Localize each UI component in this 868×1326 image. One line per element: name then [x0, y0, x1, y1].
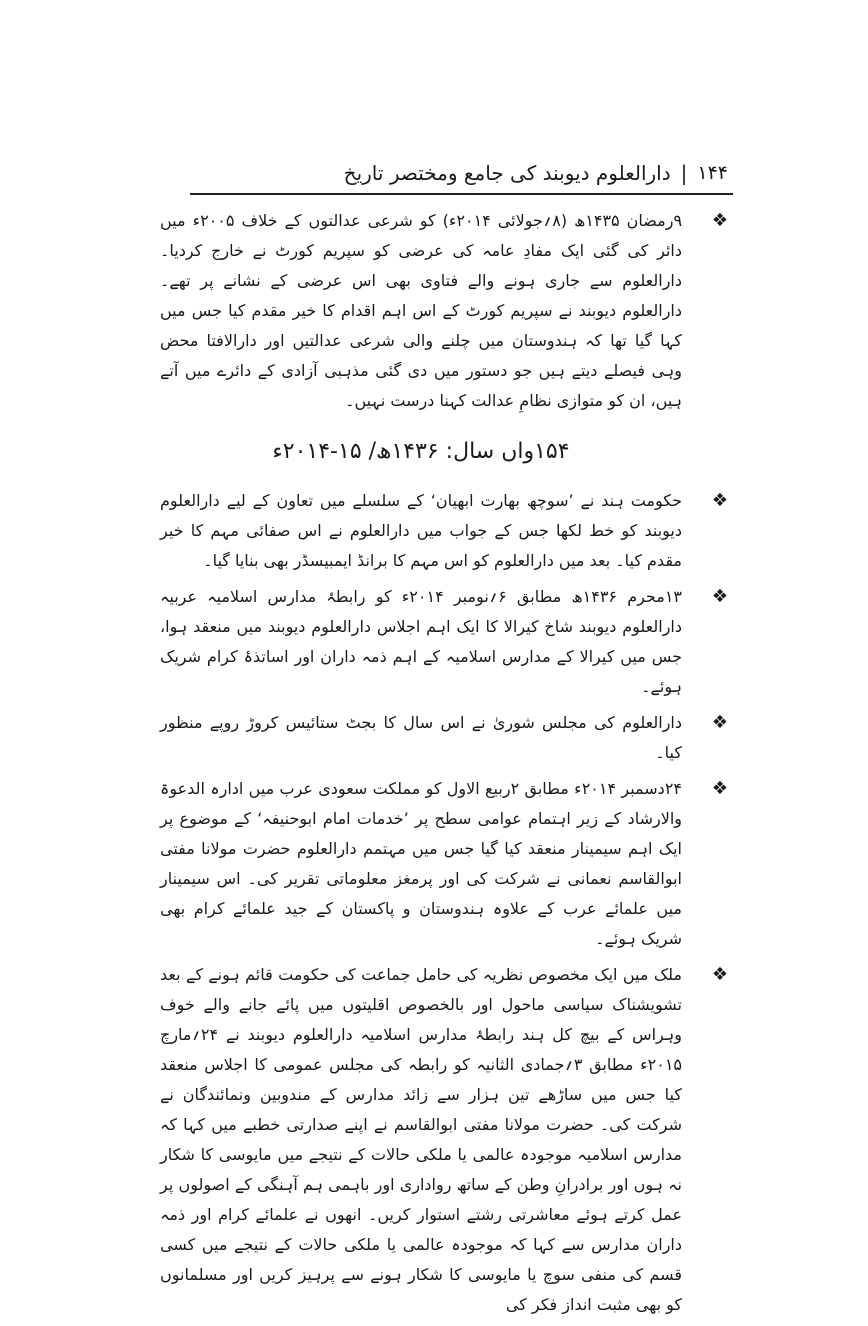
list-item: [160, 960, 729, 1320]
diamond-bullet-icon: ❖: [711, 586, 729, 607]
list-item: [160, 708, 729, 768]
header-separator: |: [680, 161, 688, 185]
list-item: [160, 582, 729, 702]
section-heading: ۱۵۴واں سال: ۱۴۳۶ھ/ ۱۵-۲۰۱۴ء: [272, 439, 570, 464]
list-item-text: حکومت ہند نے ’سوچھ بھارت ابھیان‘ کے سلسلے میں تعاون کے لیے دارالعلوم دیوبند کو خط لکھا جس کے جواب میں دارالعلوم نے اس صفائی مہم کا خیر مقدم کیا۔ بعد میں دارالعلوم کو اس مہم کا برانڈ ایمبیسڈر بھی بنایا گیا۔: [160, 491, 682, 570]
diamond-bullet-icon: ❖: [711, 712, 729, 733]
running-header: [200, 158, 728, 188]
page-number: ۱۴۴: [697, 162, 728, 184]
list-item-text: ۹رمضان ۱۴۳۵ھ (۸؍جولائی ۲۰۱۴ء) کو شرعی عدالتوں کے خلاف ۲۰۰۵ء میں دائر کی گئی ایک مفادِ عامہ کی عرضی کو سپریم کورٹ نے خارج کردیا۔ دارالعلوم سے جاری ہونے والے فتاوی بھی اس عرضی کے نشانے پر تھے۔ دارالعلوم دیوبند نے سپریم کورٹ کے اس اہم اقدام کا خیر مقدم کیا جس میں کہا گیا تھا کہ ہندوستان میں چلنے والی شرعی عدالتیں اور دارالافتا محض وہی فیصلے دیتے ہیں جو دستور میں دی گئی مذہبی آزادی کے دائرے میں آتے ہیں، ان کو متوازی نظامِ عدالت کہنا درست نہیں۔: [160, 211, 683, 410]
list-item: [160, 486, 729, 576]
list-item-text: ملک میں ایک مخصوص نظریہ کی حامل جماعت کی حکومت قائم ہونے کے بعد تشویشناک سیاسی ماحول اور بالخصوص اقلیتوں میں پائے جانے والے خوف وہراس کے بیچ کل ہند رابطۂ مدارس اسلامیہ دارالعلوم دیوبند نے ۲۴؍مارچ ۲۰۱۵ء مطابق ۳؍جمادی الثانیہ کو رابطہ کی مجلس عمومی کا اجلاس منعقد کیا جس میں ساڑھے تین ہزار سے زائد مدارس کے مندوبین ونمائندگان نے شرکت کی۔ حضرت مولانا مفتی ابوالقاسم نے اپنے صدارتی خطبے میں کہا کہ مدارس اسلامیہ موجودہ عالمی یا ملکی حالات کے نتیجے میں مایوسی کا شکار نہ ہوں اور برادرانِ وطن کے ساتھ رواداری اور باہمی ہم آہنگی کے اصولوں پر عمل کرتے ہوئے معاشرتی رشتے استوار کریں۔ انھوں نے علمائے کرام اور ذمہ داران مدارس سے کہا کہ موجودہ عالمی یا ملکی حالات کے نتیجے میں کسی قسم کی منفی سوچ یا مایوسی کا شکار ہونے سے پرہیز کریں اور مسلمانوں کو بھی مثبت انداز فکر کی: [160, 965, 683, 1314]
diamond-bullet-icon: ❖: [711, 210, 729, 231]
list-item: [160, 774, 729, 954]
diamond-bullet-icon: ❖: [711, 964, 729, 985]
list-item-text: دارالعلوم کی مجلس شوریٰ نے اس سال کا بجٹ ستائیس کروڑ روپے منظور کیا۔: [160, 713, 682, 762]
list-item-text: ۱۳محرم ۱۴۳۶ھ مطابق ۶؍نومبر ۲۰۱۴ء کو رابطۂ مدارس اسلامیہ عربیہ دارالعلوم دیوبند شاخ کیرالا کا ایک اہم اجلاس دارالعلوم دیوبند میں منعقد ہوا، جس میں کیرالا کے مدارس اسلامیہ کے اہم ذمہ داران اور اساتذۂ کرام شریک ہوئے۔: [160, 587, 683, 696]
page-body: [160, 206, 729, 1326]
diamond-bullet-icon: ❖: [711, 778, 729, 799]
items-before-heading: [160, 206, 729, 416]
list-item-text: ۲۴دسمبر ۲۰۱۴ء مطابق ۲ربیع الاول کو مملکت سعودی عرب میں ادارہ الدعوۃ والارشاد کے زیر اہتمام عوامی سطح پر ’خدمات امام ابوحنیفہ‘ کے موضوع پر ایک اہم سیمینار منعقد کیا گیا جس میں مہتمم دارالعلوم حضرت مولانا مفتی ابوالقاسم نعمانی نے شرکت کی اور پرمغز معلوماتی تقریر کی۔ اس سیمینار میں علمائے عرب کے علاوہ ہندوستان و پاکستان کے جید علمائے کرام بھی شریک ہوئے۔: [160, 779, 682, 948]
diamond-bullet-icon: ❖: [711, 490, 729, 511]
list-item: [160, 206, 729, 416]
header-rule: [190, 193, 733, 195]
book-title: دارالعلوم دیوبند کی جامع ومختصر تاریخ: [343, 161, 671, 185]
items-after-heading: [160, 486, 729, 1320]
